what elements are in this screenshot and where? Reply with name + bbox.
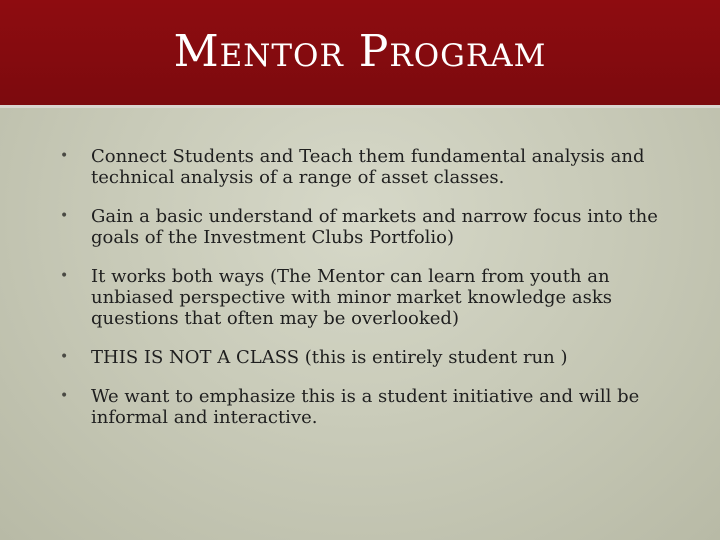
bullet-text: It works both ways (The Mentor can learn from youth an unbiased perspective with minor market knowledge asks questions that often may be overlooked): [91, 266, 613, 329]
title-bar: [0, 0, 720, 108]
bullet-text: We want to emphasize this is a student initiative and will be informal and interactive.: [91, 386, 640, 428]
bullet-dot-icon: •: [60, 388, 69, 404]
bullet-dot-icon: •: [60, 208, 69, 224]
bullet-text: Gain a basic understand of markets and narrow focus into the goals of the Investment Clubs Portfolio): [91, 206, 658, 248]
slide-title: Mentor Program: [173, 26, 547, 77]
bullet-text: Connect Students and Teach them fundamental analysis and technical analysis of a range of asset classes.: [91, 146, 645, 188]
bullet-dot-icon: •: [60, 148, 69, 164]
bullet-text: THIS IS NOT A CLASS (this is entirely student run ): [91, 347, 568, 368]
bullet-item: [60, 347, 680, 368]
bullet-dot-icon: •: [60, 268, 69, 284]
bullet-list: [60, 146, 680, 446]
bullet-item: [60, 266, 680, 329]
bullet-dot-icon: •: [60, 349, 69, 365]
bullet-item: [60, 386, 680, 428]
bullet-item: [60, 206, 680, 248]
bullet-item: [60, 146, 680, 188]
